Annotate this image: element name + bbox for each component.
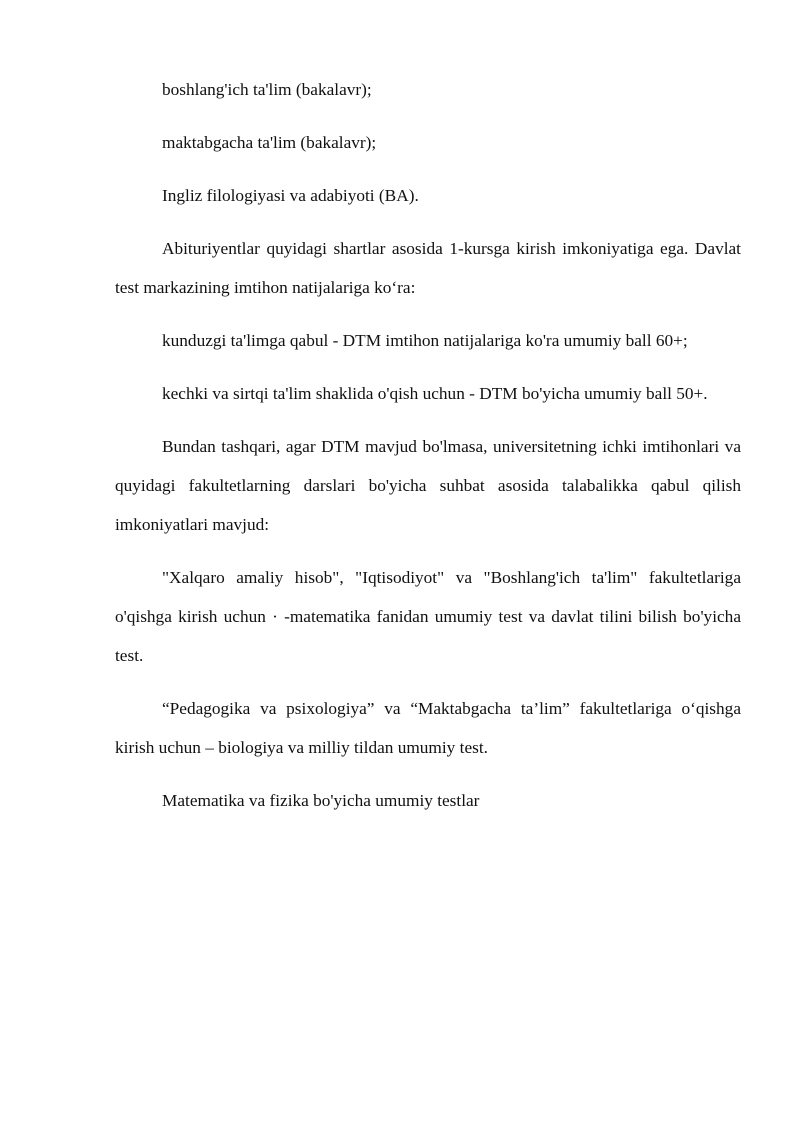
- paragraph-list-item: boshlang'ich ta'lim (bakalavr);: [162, 80, 372, 99]
- paragraph-list-item: Ingliz filologiyasi va adabiyoti (BA).: [162, 186, 419, 205]
- document-body: [115, 70, 741, 834]
- paragraph-evening-requirement: kechki va sirtqi ta'lim shaklida o'qish uchun - DTM bo'yicha umumiy ball 50+.: [162, 384, 708, 403]
- paragraph-math-test-faculties: "Xalqaro amaliy hisob", "Iqtisodiyot" va "Boshlang'ich ta'lim" fakultetlariga o'qishga kirish uchun · -matematika fanidan umumiy test va davlat tilini bilish bo'yicha test.: [115, 568, 741, 665]
- paragraph-math-physics-tests: Matematika va fizika bo'yicha umumiy testlar: [162, 791, 480, 810]
- paragraph-full-time-requirement: kunduzgi ta'limga qabul - DTM imtihon natijalariga ko'ra umumiy ball 60+;: [162, 331, 688, 350]
- paragraph-internal-exams: Bundan tashqari, agar DTM mavjud bo'lmasa, universitetning ichki imtihonlari va quyidagi fakultetlarning darslari bo'yicha suhbat asosida talabalikka qabul qilish imkoniyatlari mavjud:: [115, 437, 741, 534]
- paragraph-admission-conditions: Abituriyentlar quyidagi shartlar asosida 1-kursga kirish imkoniyatiga ega. Davlat test markazining imtihon natijalariga koʻra:: [115, 239, 741, 297]
- paragraph-biology-test-faculties: “Pedagogika va psixologiya” va “Maktabgacha ta’lim” fakultetlariga oʻqishga kirish uchun – biologiya va milliy tildan umumiy test.: [115, 699, 741, 757]
- paragraph-list-item: maktabgacha ta'lim (bakalavr);: [162, 133, 377, 152]
